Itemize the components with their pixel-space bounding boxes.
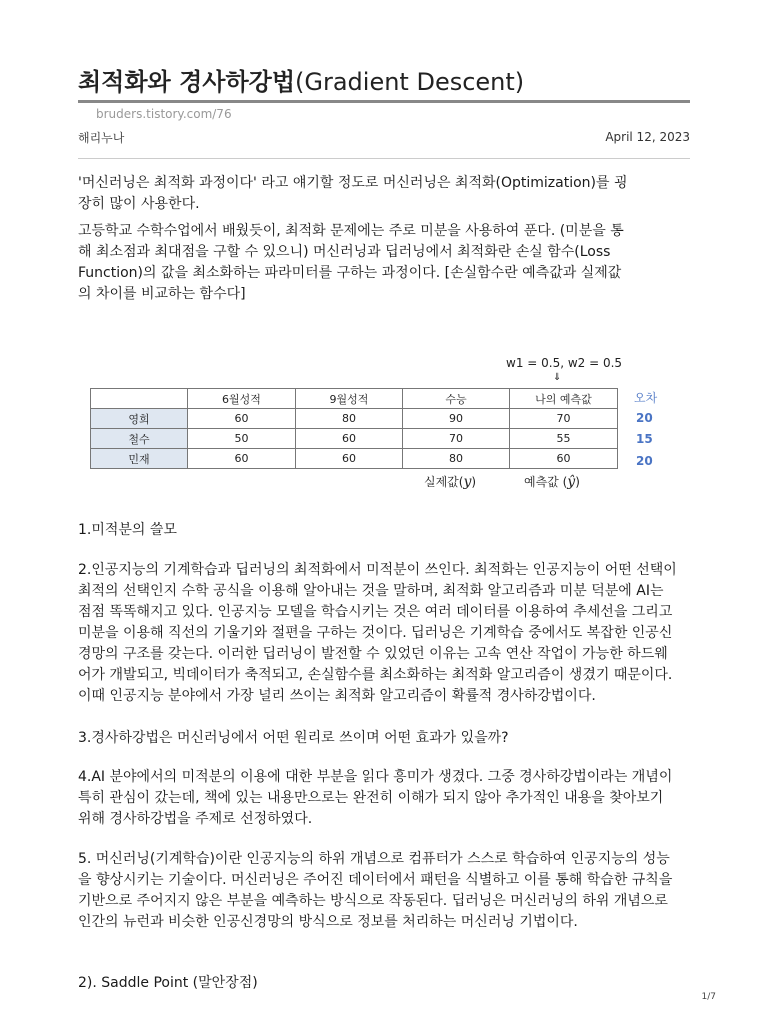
table-cell: 60 xyxy=(296,449,403,469)
table-header-cell: 수능 xyxy=(403,389,510,409)
actual-label-close: ) xyxy=(471,475,477,489)
pred-label-close: ) xyxy=(575,475,580,489)
text-line: 의 차이를 비교하는 함수다] xyxy=(78,286,246,302)
title-english: (Gradient Descent) xyxy=(295,68,525,96)
title-korean: 최적화와 경사하강법 xyxy=(78,68,296,96)
body-paragraph-4 xyxy=(78,767,698,830)
source-url[interactable]: bruders.tistory.com/76 xyxy=(96,107,232,121)
table-cell: 60 xyxy=(296,429,403,449)
score-table xyxy=(90,388,618,469)
table-cell: 60 xyxy=(188,409,296,429)
section-heading: 1.미적분의 쓸모 xyxy=(78,522,177,538)
table-cell: 90 xyxy=(403,409,510,429)
table-header-row xyxy=(91,389,618,409)
text-line: 4.AI 분야에서의 미적분의 이용에 대한 부분을 읽다 흥미가 생겼다. 그중 경사하강법이라는 개념이 xyxy=(78,769,673,785)
student-name: 철수 xyxy=(91,429,188,449)
table-header-cell: 나의 예측값 xyxy=(510,389,618,409)
body-paragraph-5 xyxy=(78,849,698,933)
error-value: 15 xyxy=(636,432,653,446)
text-line: 위해 경사하강법을 주제로 선정하였다. xyxy=(78,811,313,827)
pred-label-text: 예측값 ( xyxy=(524,475,568,489)
page-number: 1/7 xyxy=(701,992,716,1002)
section-heading: 3.경사하강법은 머신러닝에서 어떤 원리로 쓰이며 어떤 효과가 있을까? xyxy=(78,730,509,746)
table-header-cell xyxy=(91,389,188,409)
text-line: 기반으로 주어지지 않은 부분을 예측하는 방식으로 작동된다. 딥러닝은 머신러닝의 하위 개념으로 xyxy=(78,893,668,909)
text-line: 최적의 선택인지 수학 공식을 이용해 알아내는 것을 말하며, 최적화 알고리즘과 미분 덕분에 AI는 xyxy=(78,583,664,599)
table-row xyxy=(91,409,618,429)
text-line: 특히 관심이 갔는데, 책에 있는 내용만으로는 완전히 이해가 되지 않아 추가적인 내용을 찾아보기 xyxy=(78,790,664,806)
table-cell: 60 xyxy=(188,449,296,469)
error-value: 20 xyxy=(636,411,653,425)
text-line: 경망의 구조를 갖는다. 이러한 딥러닝이 발전할 수 있었던 이유는 고속 연산 작업이 가능한 하드웨 xyxy=(78,646,668,662)
table-header-cell: 6월성적 xyxy=(188,389,296,409)
actual-value-label xyxy=(424,473,476,490)
down-arrow-icon: ⇓ xyxy=(553,372,562,383)
y-symbol: y xyxy=(463,474,472,490)
table-header-cell: 9월성적 xyxy=(296,389,403,409)
intro-paragraph-2 xyxy=(78,221,698,305)
text-line: 5. 머신러닝(기계학습)이란 인공지능의 하위 개념으로 컴퓨터가 스스로 학습하여 인공지능의 성능 xyxy=(78,851,670,867)
header-divider xyxy=(78,158,690,159)
error-header: 오차 xyxy=(634,391,658,405)
predicted-value-label xyxy=(524,473,580,490)
student-name: 영희 xyxy=(91,409,188,429)
text-line: 인간의 뉴런과 비슷한 인공신경망의 방식으로 정보를 처리하는 머신러닝 기법이다. xyxy=(78,914,578,930)
table-cell: 55 xyxy=(510,429,618,449)
text-line: 이때 인공지능 분야에서 가장 널리 쓰이는 최적화 알고리즘이 확률적 경사하강법이다. xyxy=(78,688,596,704)
table-cell: 80 xyxy=(403,449,510,469)
text-line: 2.인공지능의 기계학습과 딥러닝의 최적화에서 미적분이 쓰인다. 최적화는 인공지능이 어떤 선택이 xyxy=(78,562,677,578)
table-row xyxy=(91,429,618,449)
page-title xyxy=(78,66,698,98)
table-cell: 50 xyxy=(188,429,296,449)
score-prediction-figure xyxy=(78,340,668,500)
table-row xyxy=(91,449,618,469)
text-line: 장히 많이 사용한다. xyxy=(78,196,200,212)
post-date: April 12, 2023 xyxy=(605,130,690,144)
y-hat-symbol: ŷ xyxy=(567,474,576,490)
actual-label-text: 실제값( xyxy=(424,475,464,489)
text-line: '머신러닝은 최적화 과정이다' 라고 얘기할 정도로 머신러닝은 최적화(Optimization)를 굉 xyxy=(78,175,628,191)
section-heading: 2). Saddle Point (말안장점) xyxy=(78,975,258,991)
text-line: 어가 개발되고, 빅데이터가 축적되고, 손실함수를 최소화하는 최적화 알고리즘이 생겼기 때문이다. xyxy=(78,667,673,683)
weights-note: w1 = 0.5, w2 = 0.5 xyxy=(506,356,623,370)
table-cell: 60 xyxy=(510,449,618,469)
text-line: 해 최소점과 최대점을 구할 수 있으니) 머신러닝과 딥러닝에서 최적화란 손실 함수(Loss xyxy=(78,244,611,260)
text-line: 점점 똑똑해지고 있다. 인공지능 모델을 학습시키는 것은 여러 데이터를 이용하여 추세선을 그리고 xyxy=(78,604,673,620)
table-cell: 80 xyxy=(296,409,403,429)
text-line: Function)의 값을 최소화하는 파라미터를 구하는 과정이다. [손실함수란 예측값과 실제값 xyxy=(78,265,622,281)
text-line: 을 향상시키는 기술이다. 머신러닝은 주어진 데이터에서 패턴을 식별하고 이를 통해 학습한 규칙을 xyxy=(78,872,673,888)
body-paragraph-2 xyxy=(78,560,698,707)
student-name: 민재 xyxy=(91,449,188,469)
table-cell: 70 xyxy=(510,409,618,429)
author-name: 해리누나 xyxy=(78,131,125,145)
intro-paragraph-1 xyxy=(78,173,698,215)
title-divider xyxy=(78,100,690,103)
text-line: 고등학교 수학수업에서 배웠듯이, 최적화 문제에는 주로 미분을 사용하여 푼다. (미분을 통 xyxy=(78,223,624,239)
text-line: 미분을 이용해 직선의 기울기와 절편을 구하는 것이다. 딥러닝은 기계학습 중에서도 복잡한 인공신 xyxy=(78,625,673,641)
error-value: 20 xyxy=(636,454,653,468)
table-cell: 70 xyxy=(403,429,510,449)
